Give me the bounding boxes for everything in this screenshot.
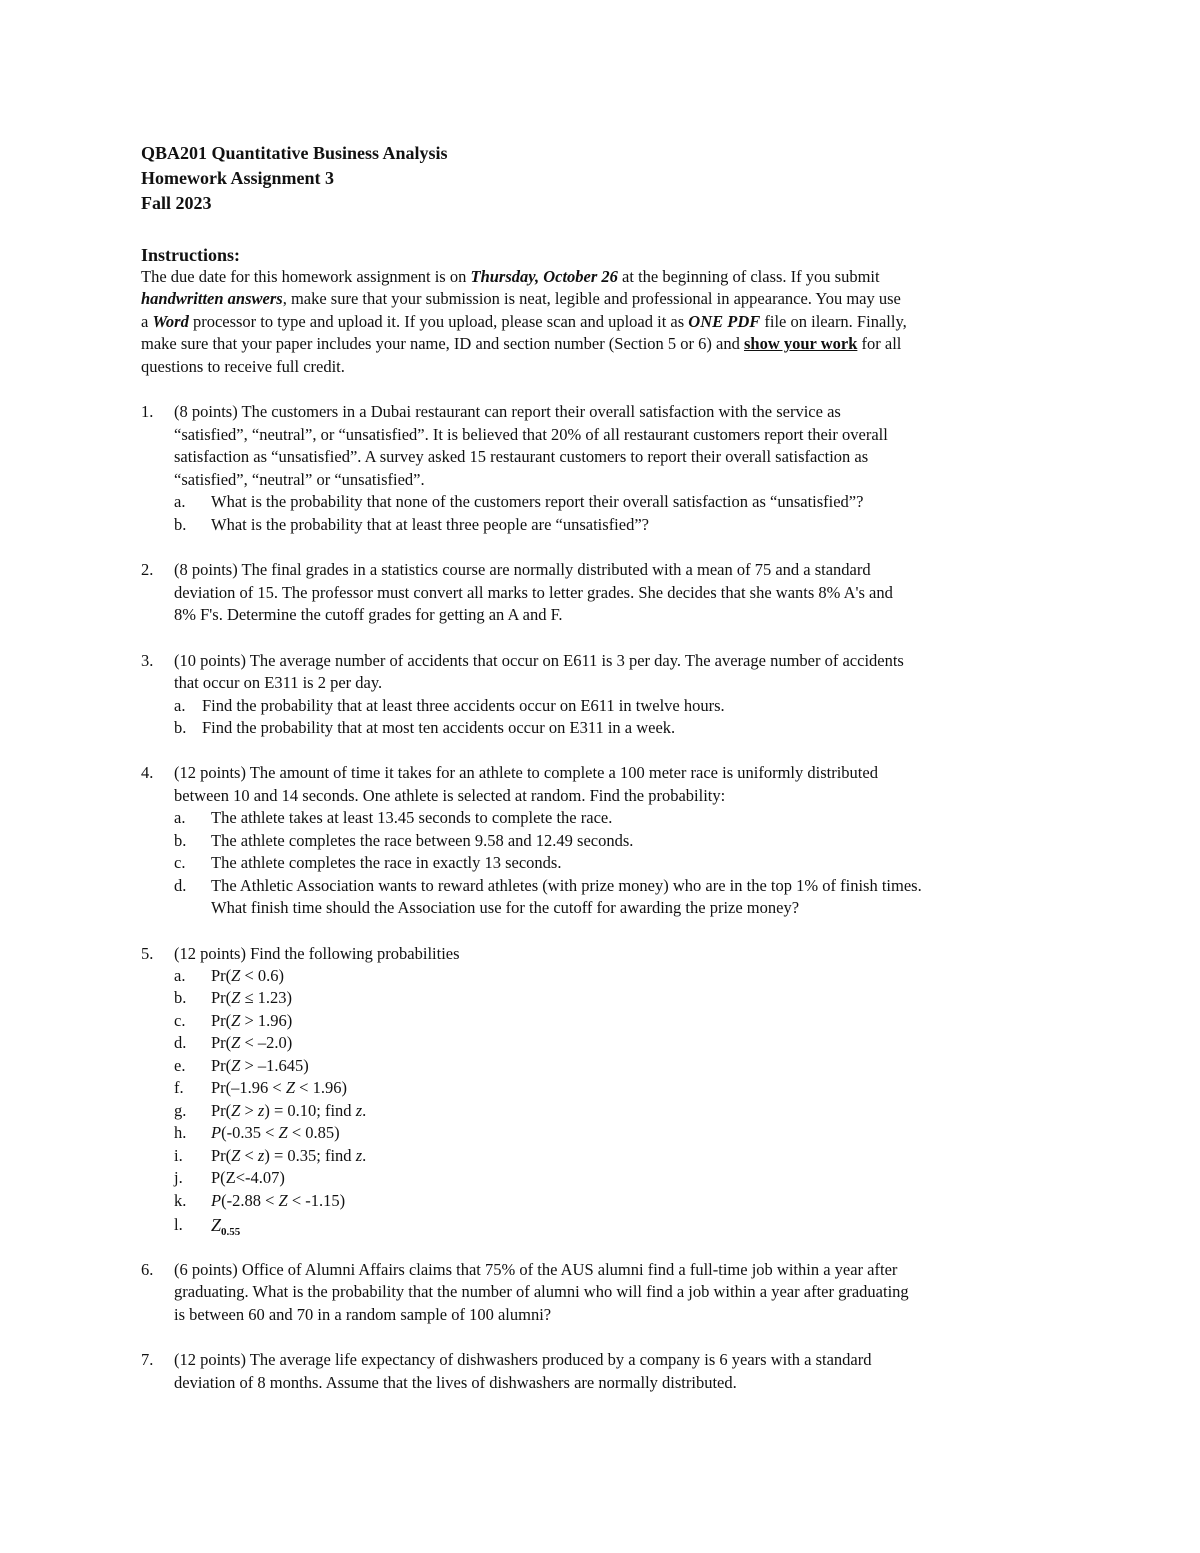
probability-item: P(-2.88 < Z < -1.15) (211, 1191, 346, 1210)
item-text: Find the probability that at most ten accidents occur on E311 in a week. (202, 718, 676, 737)
item-text: What is the probability that none of the customers report their overall satisfaction as “unsatisfied”? (211, 492, 864, 511)
question-text-line: graduating. What is the probability that the number of alumni who will find a job within a year after graduating (174, 1282, 909, 1301)
probability-item: Pr(–1.96 < Z < 1.96) (211, 1078, 347, 1097)
question-text-line: is between 60 and 70 in a random sample of 100 alumni? (174, 1305, 552, 1324)
question-text-line: (10 points) The average number of accidents that occur on E611 is 3 per day. The average number of accidents (174, 651, 904, 670)
item-label: g. (174, 1101, 187, 1120)
question-number: 1. (141, 402, 154, 421)
item-label: f. (174, 1078, 184, 1097)
item-label: a. (174, 966, 186, 985)
item-label: d. (174, 1033, 187, 1052)
instructions-line-1: The due date for this homework assignment is on Thursday, October 26 at the beginning of class. If you submit (141, 267, 880, 286)
question-number: 6. (141, 1260, 154, 1279)
question-text-line: deviation of 15. The professor must convert all marks to letter grades. She decides that she wants 8% A's and (174, 583, 893, 602)
item-label: b. (174, 515, 187, 534)
term-title: Fall 2023 (141, 193, 212, 213)
item-label: b. (174, 831, 187, 850)
item-label: h. (174, 1123, 187, 1142)
question-number: 4. (141, 763, 154, 782)
question-text-line: between 10 and 14 seconds. One athlete is selected at random. Find the probability: (174, 786, 726, 805)
item-text: The athlete takes at least 13.45 seconds to complete the race. (211, 808, 613, 827)
assignment-title: Homework Assignment 3 (141, 168, 334, 188)
item-label: c. (174, 1011, 186, 1030)
question-text-line: satisfaction as “unsatisfied”. A survey asked 15 restaurant customers to report their overall satisfaction as (174, 447, 869, 466)
question-text-line: that occur on E311 is 2 per day. (174, 673, 383, 692)
item-text: The athlete completes the race in exactly 13 seconds. (211, 853, 562, 872)
probability-item: Pr(Z < z) = 0.35; find z. (211, 1146, 367, 1165)
probability-item: P(-0.35 < Z < 0.85) (211, 1123, 340, 1142)
question-text-line: (6 points) Office of Alumni Affairs claims that 75% of the AUS alumni find a full-time job within a year after (174, 1260, 898, 1279)
probability-item: Pr(Z ≤ 1.23) (211, 988, 293, 1007)
item-label: c. (174, 853, 186, 872)
item-label: j. (174, 1168, 183, 1187)
instructions-line-3: a Word processor to type and upload it. If you upload, please scan and upload it as ONE PDF file on ilearn. Finally, (141, 312, 907, 331)
item-text: What finish time should the Association use for the cutoff for awarding the prize money? (211, 898, 800, 917)
question-text-line: deviation of 8 months. Assume that the lives of dishwashers are normally distributed. (174, 1373, 737, 1392)
probability-item: P(Z<-4.07) (211, 1168, 285, 1187)
question-text-line: (12 points) The average life expectancy of dishwashers produced by a company is 6 years with a standard (174, 1350, 872, 1369)
probability-item: Pr(Z > z) = 0.10; find z. (211, 1101, 367, 1120)
question-number: 2. (141, 560, 154, 579)
question-text-line: (8 points) The customers in a Dubai restaurant can report their overall satisfaction with the service as (174, 402, 841, 421)
item-text: The athlete completes the race between 9.58 and 12.49 seconds. (211, 831, 634, 850)
question-number: 5. (141, 944, 154, 963)
probability-item: Pr(Z < –2.0) (211, 1033, 293, 1052)
question-text-line: “satisfied”, “neutral” or “unsatisfied”. (174, 470, 425, 489)
item-label: b. (174, 718, 187, 737)
item-label: b. (174, 988, 187, 1007)
instructions-line-2: handwritten answers, make sure that your submission is neat, legible and professional in appearance. You may use (141, 289, 901, 308)
question-number: 3. (141, 651, 154, 670)
probability-item: Pr(Z > 1.96) (211, 1011, 293, 1030)
item-text: Find the probability that at least three accidents occur on E611 in twelve hours. (202, 696, 725, 715)
instructions-line-5: questions to receive full credit. (141, 357, 345, 376)
probability-item: Pr(Z > –1.645) (211, 1056, 309, 1075)
probability-item: $Z_{0.55}$ (211, 1215, 241, 1238)
item-label: k. (174, 1191, 187, 1210)
item-label: e. (174, 1056, 186, 1075)
item-label: l. (174, 1215, 183, 1234)
instructions-line-4: make sure that your paper includes your name, ID and section number (Section 5 or 6) and show your work for all (141, 334, 902, 353)
question-text-line: (12 points) Find the following probabilities (174, 944, 460, 963)
item-label: i. (174, 1146, 183, 1165)
question-number: 7. (141, 1350, 154, 1369)
question-text-line: (8 points) The final grades in a statistics course are normally distributed with a mean of 75 and a standard (174, 560, 871, 579)
probability-item: Pr(Z < 0.6) (211, 966, 285, 985)
question-text-line: 8% F's. Determine the cutoff grades for getting an A and F. (174, 605, 563, 624)
item-text: What is the probability that at least three people are “unsatisfied”? (211, 515, 649, 534)
item-label: a. (174, 492, 186, 511)
question-text-line: (12 points) The amount of time it takes for an athlete to complete a 100 meter race is uniformly distributed (174, 763, 878, 782)
item-label: a. (174, 808, 186, 827)
item-text: The Athletic Association wants to reward athletes (with prize money) who are in the top 1% of finish times. (211, 876, 922, 895)
item-label: d. (174, 876, 187, 895)
item-label: a. (174, 696, 186, 715)
question-text-line: “satisfied”, “neutral”, or “unsatisfied”. It is believed that 20% of all restaurant customers report their overall (174, 425, 888, 444)
course-title: QBA201 Quantitative Business Analysis (141, 143, 448, 163)
instructions-heading: Instructions: (141, 245, 241, 265)
